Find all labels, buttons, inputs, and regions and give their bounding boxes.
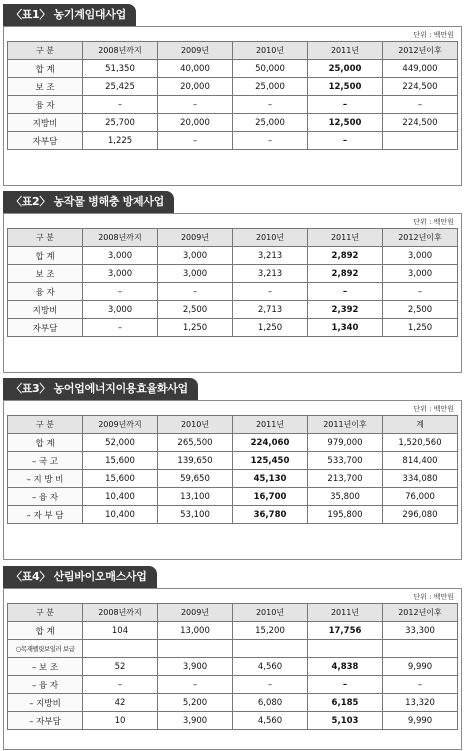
table-cell: 1,250	[233, 319, 308, 337]
table-row	[8, 114, 458, 132]
table-cell: 2,500	[158, 301, 233, 319]
header-cell: 2011년이후	[308, 416, 383, 434]
table-cell: 10,400	[83, 506, 158, 524]
table-cell: 13,000	[158, 622, 233, 640]
table-row	[8, 78, 458, 96]
table-cell: 15,600	[83, 452, 158, 470]
table4	[7, 603, 458, 730]
table-row	[8, 676, 458, 694]
row-label: – 융 자	[8, 488, 83, 506]
table2-header-row	[8, 229, 458, 247]
table-cell: 3,900	[158, 658, 233, 676]
table-cell: –	[383, 283, 458, 301]
table-cell: 3,000	[383, 247, 458, 265]
table-cell: 4,560	[233, 658, 308, 676]
table4-section	[3, 565, 462, 750]
table-cell: 1,340	[308, 319, 383, 337]
table-cell: 1,520,560	[383, 434, 458, 452]
table-cell: 25,000	[233, 78, 308, 96]
row-label: 자부담	[8, 319, 83, 337]
row-label: 융 자	[8, 283, 83, 301]
table-cell: 3,000	[83, 265, 158, 283]
header-cell: 구 분	[8, 42, 83, 60]
row-label: ○목재펠릿보일러 보급	[8, 640, 83, 658]
table-cell: –	[83, 676, 158, 694]
table-cell: –	[158, 676, 233, 694]
table-cell	[158, 640, 233, 658]
table-cell: 449,000	[383, 60, 458, 78]
table-cell: 10,400	[83, 488, 158, 506]
table-cell: 224,060	[233, 434, 308, 452]
row-label: 합 계	[8, 434, 83, 452]
table-cell: 15,600	[83, 470, 158, 488]
header-cell: 2010년	[158, 416, 233, 434]
table-cell: 296,080	[383, 506, 458, 524]
table2-title: 〈표2〉 농작물 병해충 방제사업	[3, 191, 174, 213]
table-cell	[383, 132, 458, 150]
table-cell: 13,100	[158, 488, 233, 506]
table-cell: –	[233, 96, 308, 114]
table-cell: 814,400	[383, 452, 458, 470]
table-cell: 53,100	[158, 506, 233, 524]
header-cell: 구 분	[8, 604, 83, 622]
table-cell: 12,500	[308, 114, 383, 132]
table-cell: –	[233, 132, 308, 150]
table-cell: –	[158, 96, 233, 114]
table-row	[8, 470, 458, 488]
table-cell: 3,213	[233, 265, 308, 283]
header-cell: 2012년이후	[383, 42, 458, 60]
row-label: – 자부담	[8, 712, 83, 730]
row-label: 합 계	[8, 622, 83, 640]
table-cell: 3,213	[233, 247, 308, 265]
table-cell: 3,000	[158, 247, 233, 265]
table-cell: 1,250	[383, 319, 458, 337]
table4-title: 〈표4〉 산림바이오매스사업	[3, 566, 157, 588]
table-cell: –	[308, 676, 383, 694]
table-cell: 979,000	[308, 434, 383, 452]
table1-unit: 단위 : 백만원	[413, 31, 454, 39]
row-label: – 보 조	[8, 658, 83, 676]
row-label: 자부담	[8, 132, 83, 150]
table-row	[8, 247, 458, 265]
header-cell: 2011년	[308, 604, 383, 622]
table-row	[8, 132, 458, 150]
table-row	[8, 60, 458, 78]
table-cell: 51,350	[83, 60, 158, 78]
row-label: – 자 부 담	[8, 506, 83, 524]
row-label: – 지방비	[8, 694, 83, 712]
table-cell: 265,500	[158, 434, 233, 452]
table-cell	[233, 640, 308, 658]
table-cell: –	[308, 283, 383, 301]
row-label: 보 조	[8, 265, 83, 283]
table-cell: 36,780	[233, 506, 308, 524]
row-label: – 지 방 비	[8, 470, 83, 488]
table-cell: 2,500	[383, 301, 458, 319]
table-cell: –	[233, 676, 308, 694]
table-cell: –	[83, 96, 158, 114]
table1-panel	[3, 26, 462, 186]
table-cell: 25,425	[83, 78, 158, 96]
table-cell: 25,000	[233, 114, 308, 132]
header-cell: 2008년까지	[83, 229, 158, 247]
table-cell: 3,000	[158, 265, 233, 283]
table-cell: 3,900	[158, 712, 233, 730]
header-cell: 2008년까지	[83, 604, 158, 622]
table-cell: 2,392	[308, 301, 383, 319]
table-cell: 76,000	[383, 488, 458, 506]
table-row	[8, 658, 458, 676]
table-row	[8, 622, 458, 640]
table-cell: 4,838	[308, 658, 383, 676]
table-row	[8, 96, 458, 114]
header-cell: 2009년	[158, 229, 233, 247]
table-cell: 2,713	[233, 301, 308, 319]
table-cell: 12,500	[308, 78, 383, 96]
table3-unit: 단위 : 백만원	[413, 405, 454, 413]
header-cell: 2009년	[158, 42, 233, 60]
table-cell: 3,000	[83, 301, 158, 319]
header-cell: 2009년까지	[83, 416, 158, 434]
row-label: 융 자	[8, 96, 83, 114]
table-cell: 6,080	[233, 694, 308, 712]
table4-unit: 단위 : 백만원	[413, 593, 454, 601]
header-cell: 구 분	[8, 229, 83, 247]
table-row	[8, 488, 458, 506]
header-cell: 2012년이후	[383, 229, 458, 247]
table-cell: 9,990	[383, 712, 458, 730]
table-cell: –	[383, 96, 458, 114]
row-label: 지방비	[8, 114, 83, 132]
row-label: 지방비	[8, 301, 83, 319]
table-cell: 52	[83, 658, 158, 676]
table-cell: 1,225	[83, 132, 158, 150]
table-cell: 35,800	[308, 488, 383, 506]
table-cell: 16,700	[233, 488, 308, 506]
table-cell: 334,080	[383, 470, 458, 488]
header-cell: 2011년	[233, 416, 308, 434]
header-cell: 2012년이후	[383, 604, 458, 622]
table-cell: 59,650	[158, 470, 233, 488]
table-cell: 42	[83, 694, 158, 712]
table-cell: –	[83, 283, 158, 301]
row-label: 합 계	[8, 60, 83, 78]
table-cell: 224,500	[383, 78, 458, 96]
table-cell: 5,103	[308, 712, 383, 730]
header-cell: 2009년	[158, 604, 233, 622]
table-cell: 139,650	[158, 452, 233, 470]
table-cell: 25,000	[308, 60, 383, 78]
table-cell: 2,892	[308, 247, 383, 265]
table-cell: 17,756	[308, 622, 383, 640]
table1-header-row	[8, 42, 458, 60]
table-row	[8, 506, 458, 524]
table-cell: 533,700	[308, 452, 383, 470]
table-row	[8, 283, 458, 301]
table-cell: 1,250	[158, 319, 233, 337]
table-cell: 195,800	[308, 506, 383, 524]
header-cell: 계	[383, 416, 458, 434]
table-cell: 2,892	[308, 265, 383, 283]
table-row	[8, 301, 458, 319]
table4-header-row	[8, 604, 458, 622]
table1	[7, 41, 458, 150]
table-cell: –	[233, 283, 308, 301]
table-cell: 13,320	[383, 694, 458, 712]
table-cell: 4,560	[233, 712, 308, 730]
table-cell	[83, 640, 158, 658]
table-cell: 224,500	[383, 114, 458, 132]
table-cell: 213,700	[308, 470, 383, 488]
table-cell: 20,000	[158, 114, 233, 132]
table-cell: –	[308, 132, 383, 150]
table4-panel	[3, 588, 462, 750]
table-cell: 5,200	[158, 694, 233, 712]
table-cell: 45,130	[233, 470, 308, 488]
table2-unit: 단위 : 백만원	[413, 218, 454, 226]
table-row	[8, 265, 458, 283]
table-cell	[308, 640, 383, 658]
table-cell	[383, 640, 458, 658]
header-cell: 구 분	[8, 416, 83, 434]
table-cell: 6,185	[308, 694, 383, 712]
table3-title: 〈표3〉 농어업에너지이용효율화사업	[3, 378, 198, 400]
table1-section	[3, 3, 462, 186]
table3-section	[3, 377, 462, 560]
header-cell: 2010년	[233, 42, 308, 60]
table-row	[8, 452, 458, 470]
table3-panel	[3, 400, 462, 560]
table-cell: 10	[83, 712, 158, 730]
table-row	[8, 640, 458, 658]
table2-section	[3, 190, 462, 373]
table-cell: 52,000	[83, 434, 158, 452]
table-row	[8, 319, 458, 337]
row-label: – 융 자	[8, 676, 83, 694]
table3-header-row	[8, 416, 458, 434]
row-label: – 국 고	[8, 452, 83, 470]
table-cell: 9,990	[383, 658, 458, 676]
table-cell: –	[83, 319, 158, 337]
table-cell: –	[383, 676, 458, 694]
row-label: 합 계	[8, 247, 83, 265]
table-cell: 20,000	[158, 78, 233, 96]
table-cell: –	[308, 96, 383, 114]
table-cell: 50,000	[233, 60, 308, 78]
table-cell: 3,000	[83, 247, 158, 265]
table3	[7, 415, 458, 524]
table-cell: 15,200	[233, 622, 308, 640]
table-row	[8, 434, 458, 452]
table2	[7, 228, 458, 337]
header-cell: 2010년	[233, 229, 308, 247]
table2-panel	[3, 213, 462, 373]
header-cell: 2011년	[308, 229, 383, 247]
header-cell: 2008년까지	[83, 42, 158, 60]
table-cell: 33,300	[383, 622, 458, 640]
table-cell: 40,000	[158, 60, 233, 78]
row-label: 보 조	[8, 78, 83, 96]
table-cell: 104	[83, 622, 158, 640]
header-cell: 2011년	[308, 42, 383, 60]
table-row	[8, 712, 458, 730]
table-cell: 3,000	[383, 265, 458, 283]
table-cell: –	[158, 132, 233, 150]
table-row	[8, 694, 458, 712]
table-cell: 25,700	[83, 114, 158, 132]
table-cell: 125,450	[233, 452, 308, 470]
table1-title: 〈표1〉 농기계임대사업	[3, 4, 136, 26]
header-cell: 2010년	[233, 604, 308, 622]
table-cell: –	[158, 283, 233, 301]
